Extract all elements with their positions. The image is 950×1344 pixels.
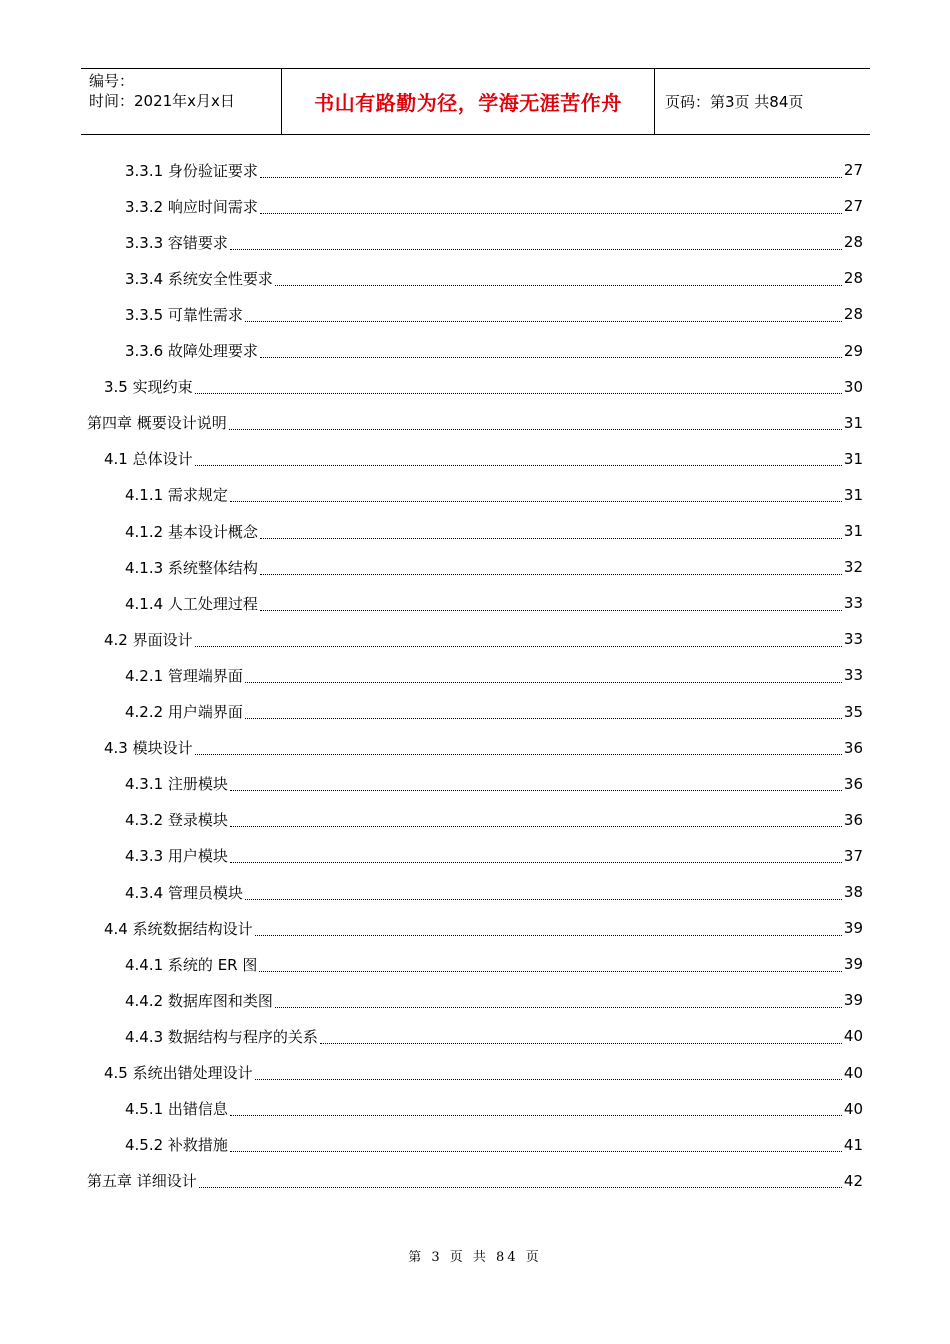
toc-entry[interactable] [125,982,863,1018]
toc-entry-title: 3.3.3 容错要求 [125,233,228,252]
toc-entry-title: 4.2 界面设计 [104,630,193,649]
toc-entry-page: 41 [843,1135,863,1154]
page-footer: 第 3 页 共 84 页 [408,1250,542,1265]
toc-dot-leader [199,1175,842,1188]
toc-entry-page: 40 [843,1099,863,1118]
toc-entry-title: 3.3.5 可靠性需求 [125,305,243,324]
toc-entry-page: 39 [843,919,863,938]
toc-dot-leader [260,562,842,575]
toc-entry-page: 37 [843,846,863,865]
number-label: 编号： [89,72,135,90]
toc-entry-page: 40 [843,1063,863,1082]
toc-entry-title: 第五章 详细设计 [87,1172,197,1191]
toc-dot-leader [259,959,842,972]
toc-dot-leader [275,273,842,286]
toc-entry-title: 4.4 系统数据结构设计 [104,919,253,938]
toc-dot-leader [245,706,842,719]
toc-entry-page: 35 [843,702,863,721]
header-page-info: 页码：第3页 共84页 [665,93,804,111]
toc-dot-leader [245,670,842,683]
toc-entry-title: 3.3.4 系统安全性要求 [125,269,273,288]
toc-entry-page: 39 [843,955,863,974]
toc-entry-page: 33 [843,666,863,685]
toc-dot-leader [260,345,842,358]
toc-entry-title: 4.1.4 人工处理过程 [125,594,258,613]
toc-entry-page: 40 [843,1027,863,1046]
toc-entry-title: 4.4.3 数据结构与程序的关系 [125,1027,318,1046]
toc-entry-title: 4.3.4 管理员模块 [125,883,243,902]
toc-entry[interactable] [125,152,863,188]
toc-entry[interactable] [104,1055,863,1091]
toc-entry-title: 4.3.2 登录模块 [125,811,228,830]
toc-dot-leader [229,417,842,430]
toc-entry-title: 4.1.2 基本设计概念 [125,522,258,541]
toc-entry[interactable] [104,369,863,405]
toc-entry[interactable] [125,224,863,260]
toc-entry-title: 3.5 实现约束 [104,378,193,397]
toc-entry-title: 4.1 总体设计 [104,450,193,469]
toc-entry-title: 4.5 系统出错处理设计 [104,1064,253,1082]
toc-dot-leader [260,201,842,214]
toc-entry-title: 4.3.3 用户模块 [125,847,228,866]
toc-dot-leader [195,381,842,394]
toc-dot-leader [260,526,842,539]
toc-dot-leader [230,778,842,791]
toc-entry-page: 33 [843,594,863,613]
toc-entry-page: 31 [843,485,863,504]
toc-dot-leader [260,598,842,611]
toc-entry[interactable] [125,1091,863,1127]
toc-entry-page: 31 [843,449,863,468]
header-meta-cell [81,69,282,134]
toc-entry-page: 31 [843,413,863,432]
toc-entry-page: 36 [843,774,863,793]
toc-entry[interactable] [104,910,863,946]
toc-dot-leader [195,634,842,647]
toc-entry-page: 33 [843,630,863,649]
toc-dot-leader [230,1103,842,1116]
toc-entry-page: 31 [843,522,863,540]
toc-entry[interactable] [125,260,863,296]
toc-entry-title: 4.5.2 补救措施 [125,1136,228,1155]
toc-entry[interactable] [125,296,863,332]
toc-entry-page: 39 [843,991,863,1010]
toc-dot-leader [255,923,842,936]
toc-entry-title: 4.5.1 出错信息 [125,1100,228,1119]
toc-entry[interactable] [104,441,863,477]
toc-entry-title: 4.3 模块设计 [104,739,193,758]
toc-entry-page: 27 [843,197,863,216]
toc-dot-leader [230,237,842,250]
toc-entry-title: 4.1.3 系统整体结构 [125,558,258,577]
toc-entry-page: 32 [843,558,863,577]
toc-dot-leader [245,309,842,322]
toc-entry[interactable] [87,405,863,441]
toc-entry-page: 28 [843,269,863,288]
toc-entry-title: 第四章 概要设计说明 [87,414,227,433]
toc-entry-title: 4.4.2 数据库图和类图 [125,991,273,1010]
time-label: 时间：2021年x月x日 [89,92,235,110]
toc-entry-page: 36 [843,810,863,829]
toc-entry-page: 29 [843,341,863,360]
toc-entry-title: 3.3.6 故障处理要求 [125,342,258,360]
toc-entry[interactable] [125,766,863,802]
toc-entry[interactable] [104,730,863,766]
toc-entry-title: 4.2.2 用户端界面 [125,703,243,721]
toc-dot-leader [230,814,842,827]
toc-entry-title: 3.3.1 身份验证要求 [125,161,258,180]
toc-entry[interactable] [125,946,863,982]
toc-entry[interactable] [125,802,863,838]
page-header [81,68,870,135]
toc-entry[interactable] [125,188,863,224]
toc-dot-leader [275,995,842,1008]
toc-entry[interactable] [125,1127,863,1163]
toc-entry-page: 28 [843,233,863,252]
toc-entry[interactable] [125,1018,863,1054]
toc-entry[interactable] [125,477,863,513]
header-motto: 书山有路勤为径，学海无涯苦作舟 [282,69,655,134]
toc-dot-leader [245,887,842,900]
toc-entry[interactable] [125,838,863,874]
toc-entry-page: 38 [843,883,863,901]
toc-entry[interactable] [125,333,863,369]
toc-entry[interactable] [125,549,863,585]
toc-entry-page: 30 [843,377,863,396]
toc-entry[interactable] [125,585,863,621]
toc-entry-title: 4.4.1 系统的 ER 图 [125,955,258,974]
toc-entry-page: 36 [843,738,863,757]
toc-entry[interactable] [125,657,863,693]
toc-dot-leader [320,1031,842,1044]
toc-entry-title: 4.2.1 管理端界面 [125,666,243,685]
toc-dot-leader [230,1139,842,1152]
toc-entry-title: 3.3.2 响应时间需求 [125,197,258,216]
toc-dot-leader [230,850,842,863]
toc-entry-page: 27 [843,161,863,179]
toc-dot-leader [195,453,842,466]
toc-entry[interactable] [125,513,863,549]
toc-entry-page: 28 [843,305,863,324]
toc-dot-leader [260,165,842,178]
toc-entry-title: 4.3.1 注册模块 [125,775,228,794]
toc-entry-page: 42 [843,1171,863,1190]
toc-entry-title: 4.1.1 需求规定 [125,486,228,505]
toc-entry[interactable] [125,874,863,910]
toc-entry[interactable] [104,621,863,657]
toc-dot-leader [255,1067,842,1080]
toc-dot-leader [230,489,842,502]
toc-entry[interactable] [87,1163,863,1199]
toc-entry[interactable] [125,694,863,730]
toc-dot-leader [195,742,842,755]
